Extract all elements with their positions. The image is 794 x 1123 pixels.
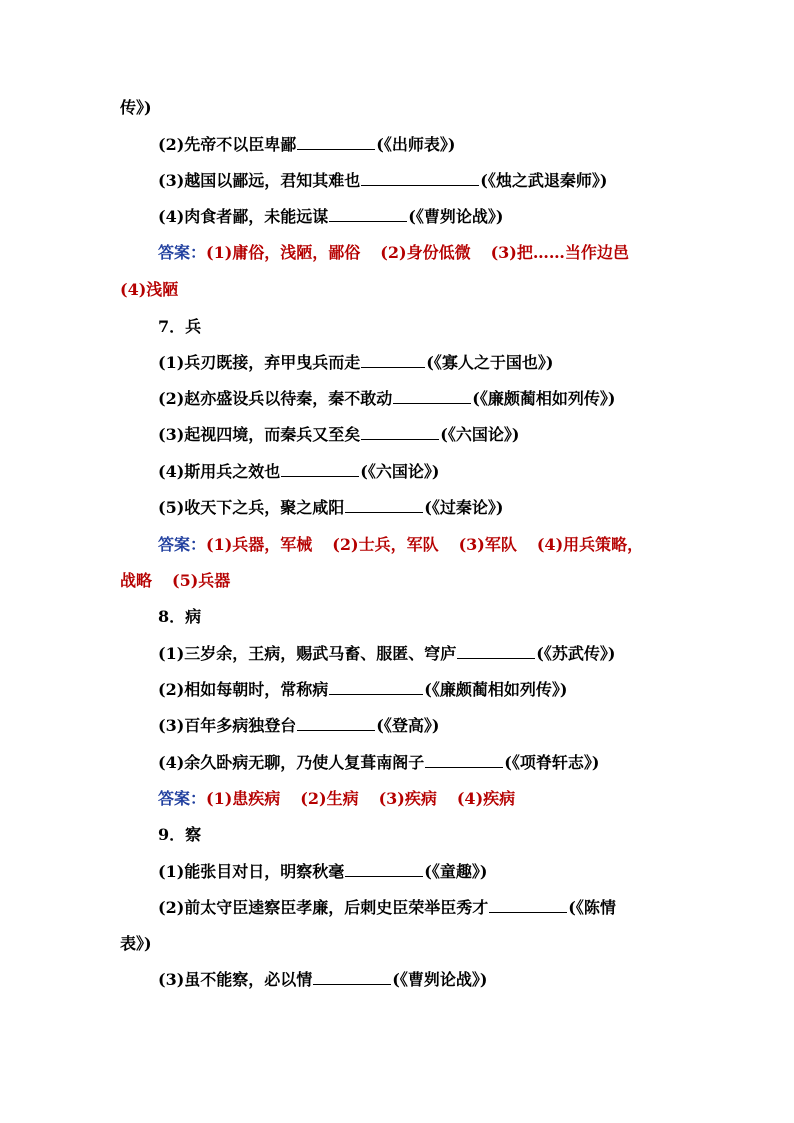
answer-blank <box>297 134 375 150</box>
q8-item-3: (3)百年多病独登台 (《登高》) <box>158 716 440 735</box>
answer-8-line: 答案：(1)患疾病 (2)生病 (3)疾病 (4)疾病 <box>158 789 516 808</box>
answer-blank <box>313 969 391 985</box>
answer-blank <box>345 861 423 877</box>
section-8-heading: 8．病 <box>158 607 202 626</box>
answer-blank <box>425 752 503 768</box>
answer-6-line2: (4)浅陋 <box>120 280 179 299</box>
q8-item-4: (4)余久卧病无聊，乃使人复葺南阁子 (《项脊轩志》) <box>158 753 600 772</box>
q6-item-3: (3)越国以鄙远，君知其难也 (《烛之武退秦师》) <box>158 171 608 190</box>
q9-item-2: (2)前太守臣逵察臣孝廉，后刺史臣荣举臣秀才 (《陈情 <box>158 898 616 917</box>
answer-7-line2: 战略 (5)兵器 <box>120 571 231 590</box>
answer-blank <box>489 897 567 913</box>
answer-7-line1: 答案：(1)兵器，军械 (2)士兵，军队 (3)军队 (4)用兵策略， <box>158 535 644 554</box>
answer-blank <box>361 170 479 186</box>
answer-blank <box>297 715 375 731</box>
section-9-heading: 9．察 <box>158 825 202 844</box>
answer-6-line1: 答案：(1)庸俗，浅陋，鄙俗 (2)身份低微 (3)把……当作边邑 <box>158 243 629 262</box>
answer-blank <box>361 424 439 440</box>
answer-blank <box>329 679 423 695</box>
q9-item-2-continuation: 表》) <box>120 934 152 953</box>
answer-label: 答案： <box>158 243 207 262</box>
answer-blank <box>457 643 535 659</box>
continuation-line: 传》) <box>120 98 152 117</box>
q9-item-3: (3)虽不能察，必以情 (《曹刿论战》) <box>158 970 488 989</box>
q7-item-3: (3)起视四境，而秦兵又至矣 (《六国论》) <box>158 425 520 444</box>
q7-item-4: (4)斯用兵之效也 (《六国论》) <box>158 462 440 481</box>
q9-item-1: (1)能张目对日，明察秋毫 (《童趣》) <box>158 862 488 881</box>
answer-label: 答案： <box>158 535 207 554</box>
q6-item-4: (4)肉食者鄙，未能远谋 (《曹刿论战》) <box>158 207 504 226</box>
section-7-heading: 7．兵 <box>158 317 202 336</box>
answer-blank <box>281 461 359 477</box>
answer-label: 答案： <box>158 789 207 808</box>
answer-blank <box>345 497 423 513</box>
answer-blank <box>393 388 471 404</box>
q7-item-1: (1)兵刃既接，弃甲曳兵而走 (《寡人之于国也》) <box>158 353 554 372</box>
answer-blank <box>361 352 425 368</box>
answer-blank <box>329 206 407 222</box>
q7-item-5: (5)收天下之兵，聚之咸阳 (《过秦论》) <box>158 498 504 517</box>
q8-item-1: (1)三岁余，王病，赐武马畜、服匿、穹庐 (《苏武传》) <box>158 644 616 663</box>
q8-item-2: (2)相如每朝时，常称病 (《廉颇蔺相如列传》) <box>158 680 568 699</box>
q6-item-2: (2)先帝不以臣卑鄙 (《出师表》) <box>158 135 456 154</box>
q7-item-2: (2)赵亦盛设兵以待秦，秦不敢动 (《廉颇蔺相如列传》) <box>158 389 616 408</box>
